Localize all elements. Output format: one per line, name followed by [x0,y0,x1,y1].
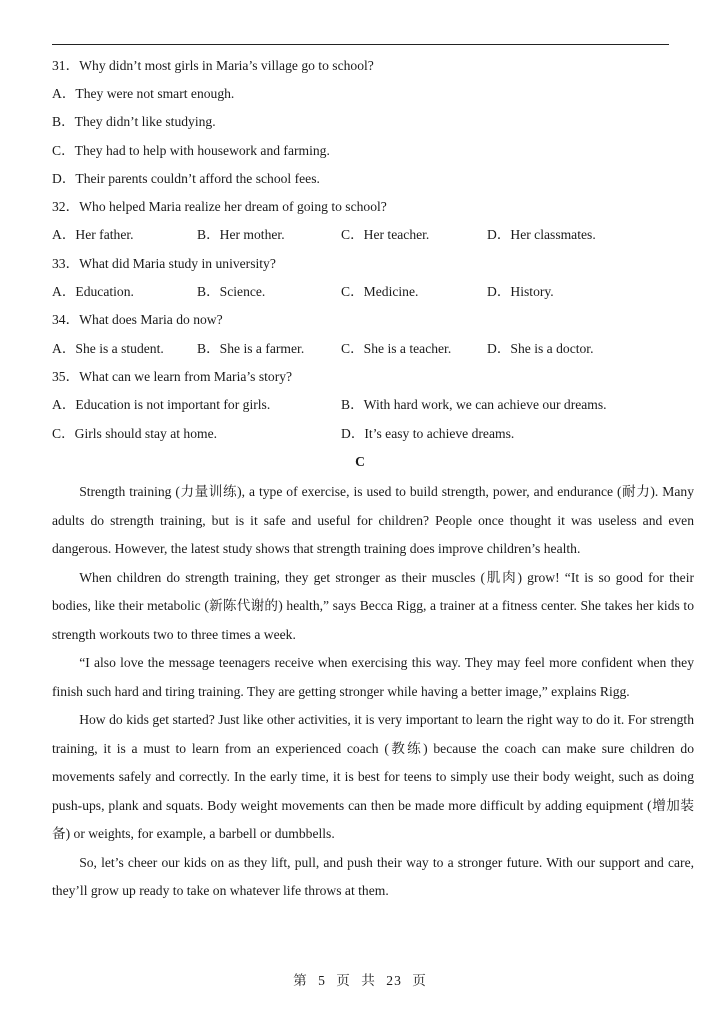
question-34-stem: 34．What does Maria do now? [52,312,223,327]
question-32-option-d: D．Her classmates. [487,227,596,242]
question-32-stem: 32．Who helped Maria realize her dream of going to school? [52,199,387,214]
question-32-option-b: B．Her mother. [197,227,285,242]
passage-paragraph: When children do strength training, they get stronger as their muscles (肌肉) grow! “It is so good for their bodies, like their metabolic (新陈代谢的) health,” says Becca Rigg, a trainer at a fitness center. She takes her kids to strength workouts two to three times a week. [52,569,694,642]
passage-paragraph: How do kids get started? Just like other activities, it is very important to learn the right way to do it. For strength training, it is a must to learn from an experienced coach (教练) because the coach can make sure children do movements safely and correctly. In the early time, it is best for teens to simply use their body weight, such as doing push-ups, plank and squats. Body weight movements can then be made more difficult by adding equipment (增加装备) or weights, for example, a barbell or dumbbells. [52,712,694,841]
question-35-option-a: A．Education is not important for girls. [52,397,271,412]
question-31-option-b: B．They didn’t like studying. [52,114,216,129]
question-34-option-a: A．She is a student. [52,341,164,356]
question-34-option-d: D．She is a doctor. [487,341,594,356]
question-33-option-a: A．Education. [52,284,134,299]
question-35-option-d: D．It’s easy to achieve dreams. [341,426,515,441]
question-35-option-c: C．Girls should stay at home. [52,426,218,441]
question-34-option-c: C．She is a teacher. [341,341,452,356]
question-33-option-c: C．Medicine. [341,284,419,299]
question-33-option-b: B．Science. [197,284,266,299]
page-footer: 第 5 页 共 23 页 [293,973,427,988]
question-34-option-b: B．She is a farmer. [197,341,305,356]
question-31-option-d: D．Their parents couldn’t afford the school fees. [52,171,320,186]
question-35-stem: 35．What can we learn from Maria’s story? [52,369,293,384]
question-31-option-c: C．They had to help with housework and farming. [52,143,330,158]
reading-passage [52,478,694,906]
question-32-option-a: A．Her father. [52,227,134,242]
question-35-option-b: B．With hard work, we can achieve our dreams. [341,397,607,412]
passage-paragraph: So, let’s cheer our kids on as they lift, pull, and push their way to a stronger future. With our support and care, they’ll grow up ready to take on whatever life throws at them. [52,854,694,898]
section-label: C [355,454,365,469]
question-31-stem: 31．Why didn’t most girls in Maria’s village go to school? [52,58,374,73]
passage-paragraph: Strength training (力量训练), a type of exercise, is used to build strength, power, and endurance (耐力). Many adults do strength training, but is it safe and useful for children? People once thought it was useless and even dangerous. However, the latest study shows that strength training does improve children’s health. [52,484,694,556]
passage-paragraph: “I also love the message teenagers receive when exercising this way. They may feel more confident when they finish such hard and tiring training. They are getting stronger while having a better image,” explains Rigg. [52,655,694,699]
question-31-option-a: A．They were not smart enough. [52,86,235,101]
question-32-option-c: C．Her teacher. [341,227,430,242]
question-33-stem: 33．What did Maria study in university? [52,256,276,271]
header-rule [52,44,669,45]
question-33-option-d: D．History. [487,284,554,299]
